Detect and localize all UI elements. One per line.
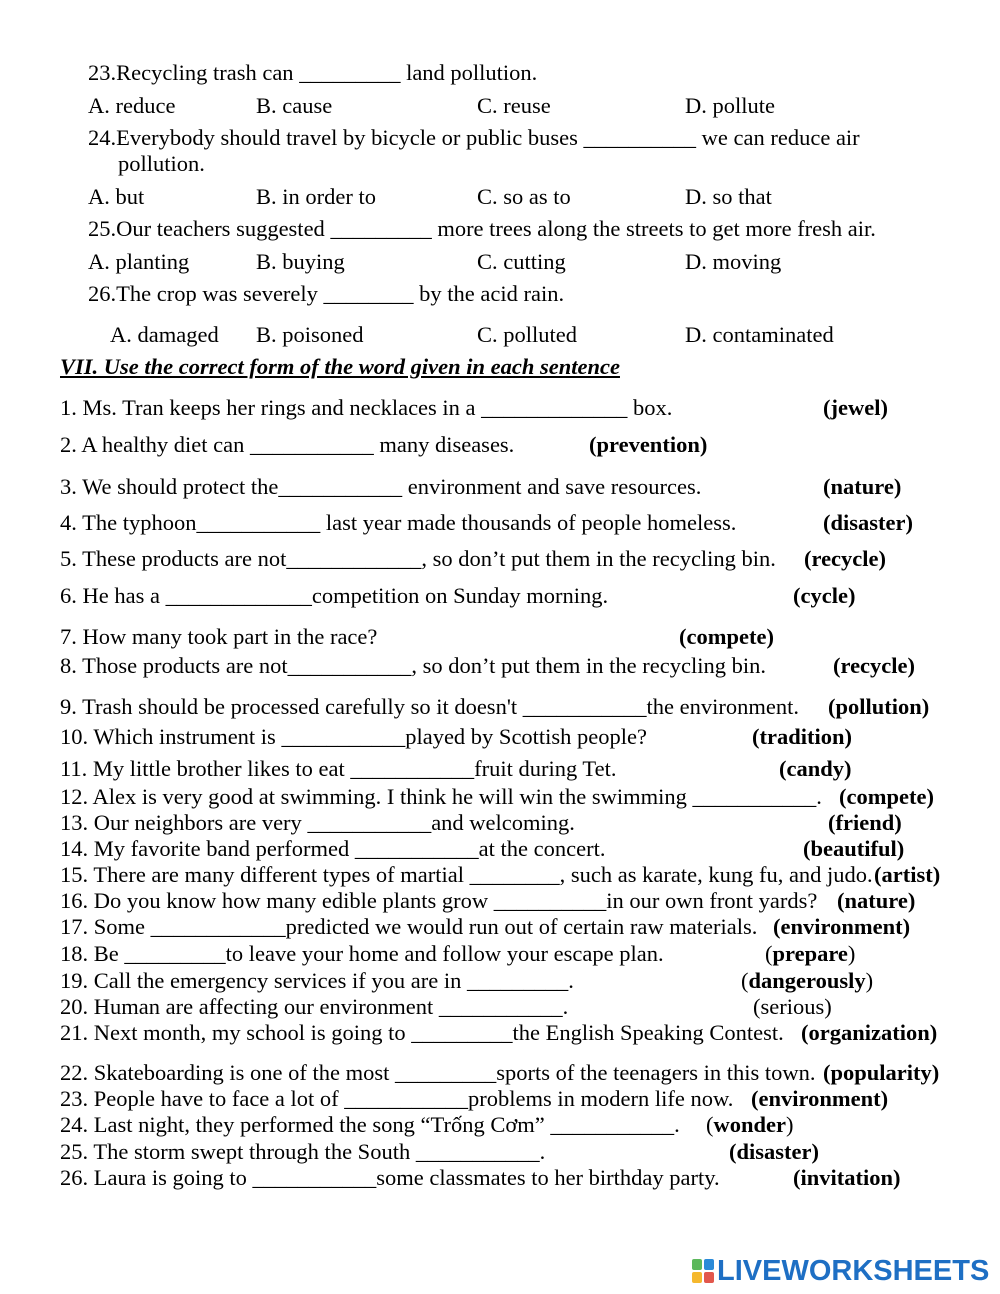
- question-number: 26.: [88, 281, 117, 306]
- sentence-text: 26. Laura is going to: [60, 1165, 253, 1190]
- answer-blank[interactable]: _________: [394, 1060, 497, 1085]
- word-hint: (tradition): [752, 724, 852, 749]
- option-a[interactable]: A. but: [88, 184, 145, 209]
- question-25: [0, 216, 1000, 242]
- option-b[interactable]: B. buying: [256, 249, 345, 274]
- word-form-item-3: [0, 474, 1000, 500]
- option-b[interactable]: B. cause: [256, 93, 333, 118]
- question-number: 23.: [88, 60, 117, 85]
- word-hint: (compete): [679, 624, 774, 649]
- question-26: [0, 281, 1000, 307]
- word-form-item-8: [0, 653, 1000, 679]
- word-hint: (pollution): [828, 694, 930, 719]
- answer-blank[interactable]: ___________: [252, 1165, 377, 1190]
- sentence-text: 15. There are many different types of martial: [60, 862, 470, 887]
- option-d[interactable]: D. moving: [685, 249, 782, 274]
- sentence-text: .: [674, 1112, 680, 1137]
- sentence-text: box.: [627, 395, 673, 420]
- hint-paren: (: [741, 968, 749, 993]
- answer-blank[interactable]: ________: [323, 281, 414, 306]
- word-form-item-17: [0, 914, 1000, 940]
- question-text: more trees along the streets to get more fresh air.: [431, 216, 876, 241]
- sentence-text: 13. Our neighbors are very: [60, 810, 308, 835]
- word-form-item-25: [0, 1139, 1000, 1165]
- answer-blank[interactable]: __________: [493, 888, 607, 913]
- sentence-text: 4. The typhoon: [60, 510, 197, 535]
- word-form-item-13: [0, 810, 1000, 836]
- sentence-text: 12. Alex is very good at swimming. I think he will win the swimming: [60, 784, 693, 809]
- word-hint: (popularity): [823, 1060, 940, 1085]
- answer-blank[interactable]: ________: [469, 862, 560, 887]
- answer-blank[interactable]: ____________: [286, 546, 422, 571]
- sentence-text: 2. A healthy diet can: [60, 432, 250, 457]
- sentence-text: .: [539, 1139, 546, 1164]
- answer-blank[interactable]: ___________: [307, 810, 432, 835]
- answer-blank[interactable]: ___________: [692, 784, 817, 809]
- question-text: Everybody should travel by bicycle or public buses: [116, 125, 584, 150]
- sentence-text: 21. Next month, my school is going to: [60, 1020, 412, 1045]
- sentence-text: some classmates to her birthday party.: [376, 1165, 720, 1190]
- sentence-text: sports of the teenagers in this town.: [496, 1060, 816, 1085]
- word-form-item-15: [0, 862, 1000, 888]
- answer-blank[interactable]: _________: [411, 1020, 513, 1045]
- word-hint: (cycle): [793, 583, 856, 608]
- word-hint: (beautiful): [803, 836, 905, 861]
- word-hint: (compete): [839, 784, 934, 809]
- word-form-item-18: [0, 941, 1000, 967]
- word-hint: [706, 1112, 794, 1138]
- options-24: [0, 184, 1000, 210]
- word-form-item-10: [0, 724, 1000, 750]
- sentence-text: in our own front yards?: [606, 888, 818, 913]
- sentence-text: 25. The storm swept through the South: [60, 1139, 416, 1164]
- sentence-text: 22. Skateboarding is one of the most: [60, 1060, 395, 1085]
- sentence-text: .: [568, 968, 574, 993]
- sentence-text: many diseases.: [373, 432, 515, 457]
- options-23: [0, 93, 1000, 119]
- word-hint: (invitation): [793, 1165, 901, 1190]
- question-number: 24.: [88, 125, 117, 150]
- sentence-text: the English Speaking Contest.: [512, 1020, 784, 1045]
- sentence-text: 9. Trash should be processed carefully so it doesn't: [60, 694, 523, 719]
- sentence-text: 23. People have to face a lot of: [60, 1086, 345, 1111]
- word-hint: [765, 941, 855, 967]
- word-hint: (serious): [753, 994, 832, 1019]
- sentence-text: 1. Ms. Tran keeps her rings and necklaces in a: [60, 395, 482, 420]
- sentence-text: 18. Be: [60, 941, 125, 966]
- word-hint: [741, 968, 873, 994]
- answer-blank[interactable]: _________: [330, 216, 432, 241]
- answer-blank[interactable]: ___________: [196, 510, 321, 535]
- word-hint: (recycle): [833, 653, 916, 678]
- option-d[interactable]: D. contaminated: [685, 322, 834, 347]
- hint-paren: (: [706, 1112, 714, 1137]
- sentence-text: to leave your home and follow your escape plan.: [225, 941, 664, 966]
- hint-paren: ): [847, 941, 856, 966]
- sentence-text: fruit during Tet.: [474, 756, 617, 781]
- option-c[interactable]: C. so as to: [477, 184, 571, 209]
- sentence-text: at the concert.: [478, 836, 606, 861]
- word-form-item-2: [0, 432, 1000, 458]
- word-hint: (nature): [823, 474, 902, 499]
- word-hint: (friend): [828, 810, 902, 835]
- answer-blank[interactable]: ___________: [550, 1112, 675, 1137]
- option-a[interactable]: A. damaged: [110, 322, 219, 347]
- word-hint: (organization): [801, 1020, 938, 1045]
- option-c[interactable]: C. reuse: [477, 93, 551, 118]
- answer-blank[interactable]: ___________: [350, 756, 475, 781]
- answer-blank[interactable]: _____________: [481, 395, 628, 420]
- sentence-text: 11. My little brother likes to eat: [60, 756, 351, 781]
- sentence-text: 10. Which instrument is: [60, 724, 282, 749]
- word-form-item-22: [0, 1060, 1000, 1086]
- sentence-text: problems in modern life now.: [468, 1086, 734, 1111]
- answer-blank[interactable]: ___________: [438, 994, 563, 1019]
- word-hint: (environment): [773, 914, 911, 939]
- word-form-item-14: [0, 836, 1000, 862]
- word-hint: (disaster): [729, 1139, 819, 1164]
- sentence-text: the environment.: [646, 694, 799, 719]
- answer-blank[interactable]: ___________: [249, 432, 374, 457]
- sentence-text: , such as karate, kung fu, and judo.: [559, 862, 873, 887]
- sentence-text: .: [816, 784, 822, 809]
- hint-word: prepare: [772, 941, 848, 966]
- sentence-text: 17. Some: [60, 914, 151, 939]
- option-b[interactable]: B. in order to: [256, 184, 376, 209]
- sentence-text: 16. Do you know how many edible plants grow: [60, 888, 494, 913]
- section-heading: VII. Use the correct form of the word given in each sentence: [60, 354, 620, 379]
- sentence-text: 7. How many took part in the race?: [60, 624, 378, 649]
- section-title: [0, 354, 1000, 380]
- word-form-item-16: [0, 888, 1000, 914]
- sentence-text: 3. We should protect the: [60, 474, 279, 499]
- question-text: The crop was severely: [116, 281, 324, 306]
- sentence-text: predicted we would run out of certain raw materials.: [285, 914, 758, 939]
- word-form-item-19: [0, 968, 1000, 994]
- word-form-item-7: [0, 624, 1000, 650]
- sentence-text: 14. My favorite band performed: [60, 836, 355, 861]
- logo-text: LIVEWORKSHEETS: [717, 1255, 990, 1287]
- options-26: [0, 322, 1000, 348]
- answer-blank[interactable]: ___________: [287, 653, 412, 678]
- hint-paren: (: [765, 941, 773, 966]
- sentence-text: last year made thousands of people homeless.: [320, 510, 737, 535]
- option-c[interactable]: C. polluted: [477, 322, 577, 347]
- option-a[interactable]: A. planting: [88, 249, 190, 274]
- word-form-item-24: [0, 1112, 1000, 1138]
- question-text: by the acid rain.: [413, 281, 565, 306]
- word-hint: (nature): [837, 888, 916, 913]
- answer-blank[interactable]: ___________: [522, 694, 647, 719]
- option-d[interactable]: D. pollute: [685, 93, 775, 118]
- sentence-text: 19. Call the emergency services if you are in: [60, 968, 467, 993]
- word-form-item-21: [0, 1020, 1000, 1046]
- hint-paren: ): [786, 1112, 794, 1137]
- answer-blank[interactable]: __________: [583, 125, 697, 150]
- word-hint: (environment): [751, 1086, 889, 1111]
- answer-blank[interactable]: ____________: [150, 914, 286, 939]
- sentence-text: 5. These products are not: [60, 546, 287, 571]
- question-text: pollution.: [118, 151, 205, 176]
- sentence-text: and welcoming.: [431, 810, 575, 835]
- answer-blank[interactable]: ___________: [281, 724, 406, 749]
- liveworksheets-logo[interactable]: [692, 1257, 992, 1286]
- answer-blank[interactable]: _____________: [165, 583, 312, 608]
- answer-blank[interactable]: ___________: [344, 1086, 469, 1111]
- question-24-continuation: [0, 151, 1000, 177]
- word-form-item-23: [0, 1086, 1000, 1112]
- sentence-text: 6. He has a: [60, 583, 166, 608]
- sentence-text: played by Scottish people?: [405, 724, 648, 749]
- word-form-item-26: [0, 1165, 1000, 1191]
- word-hint: (recycle): [804, 546, 887, 571]
- option-a[interactable]: A. reduce: [88, 93, 176, 118]
- option-c[interactable]: C. cutting: [477, 249, 566, 274]
- answer-blank[interactable]: _________: [466, 968, 569, 993]
- hint-paren: ): [865, 968, 874, 993]
- question-23: [0, 60, 1000, 86]
- word-form-item-4: [0, 510, 1000, 536]
- question-text: we can reduce air: [696, 125, 860, 150]
- answer-blank[interactable]: ___________: [415, 1139, 540, 1164]
- option-b[interactable]: B. poisoned: [256, 322, 364, 347]
- word-form-item-12: [0, 784, 1000, 810]
- word-form-item-5: [0, 546, 1000, 572]
- answer-blank[interactable]: _________: [299, 60, 401, 85]
- word-form-item-6: [0, 583, 1000, 609]
- question-text: Our teachers suggested: [116, 216, 331, 241]
- word-form-item-11: [0, 756, 1000, 782]
- sentence-text: 24. Last night, they performed the song “Trống Cơm”: [60, 1112, 551, 1137]
- question-24: [0, 125, 1000, 151]
- word-hint: (candy): [779, 756, 852, 781]
- sentence-text: competition on Sunday morning.: [311, 583, 609, 608]
- answer-blank[interactable]: ___________: [278, 474, 403, 499]
- question-text: Recycling trash can: [116, 60, 300, 85]
- option-d[interactable]: D. so that: [685, 184, 772, 209]
- sentence-text: , so don’t put them in the recycling bin.: [411, 653, 766, 678]
- options-25: [0, 249, 1000, 275]
- word-hint: (prevention): [589, 432, 708, 457]
- sentence-text: , so don’t put them in the recycling bin.: [421, 546, 776, 571]
- sentence-text: 20. Human are affecting our environment: [60, 994, 439, 1019]
- question-text: land pollution.: [400, 60, 538, 85]
- sentence-text: .: [562, 994, 569, 1019]
- sentence-text: 8. Those products are not: [60, 653, 288, 678]
- word-hint: (jewel): [823, 395, 888, 420]
- hint-word: dangerously: [748, 968, 866, 993]
- hint-word: wonder: [713, 1112, 786, 1137]
- word-hint: (artist): [874, 862, 941, 887]
- answer-blank[interactable]: ___________: [354, 836, 479, 861]
- question-number: 25.: [88, 216, 117, 241]
- word-form-item-1: [0, 395, 1000, 421]
- sentence-text: environment and save resources.: [402, 474, 702, 499]
- word-form-item-9: [0, 694, 1000, 720]
- word-form-item-20: [0, 994, 1000, 1020]
- liveworksheets-logo-icon: [692, 1259, 714, 1283]
- answer-blank[interactable]: _________: [124, 941, 226, 966]
- word-hint: (disaster): [823, 510, 913, 535]
